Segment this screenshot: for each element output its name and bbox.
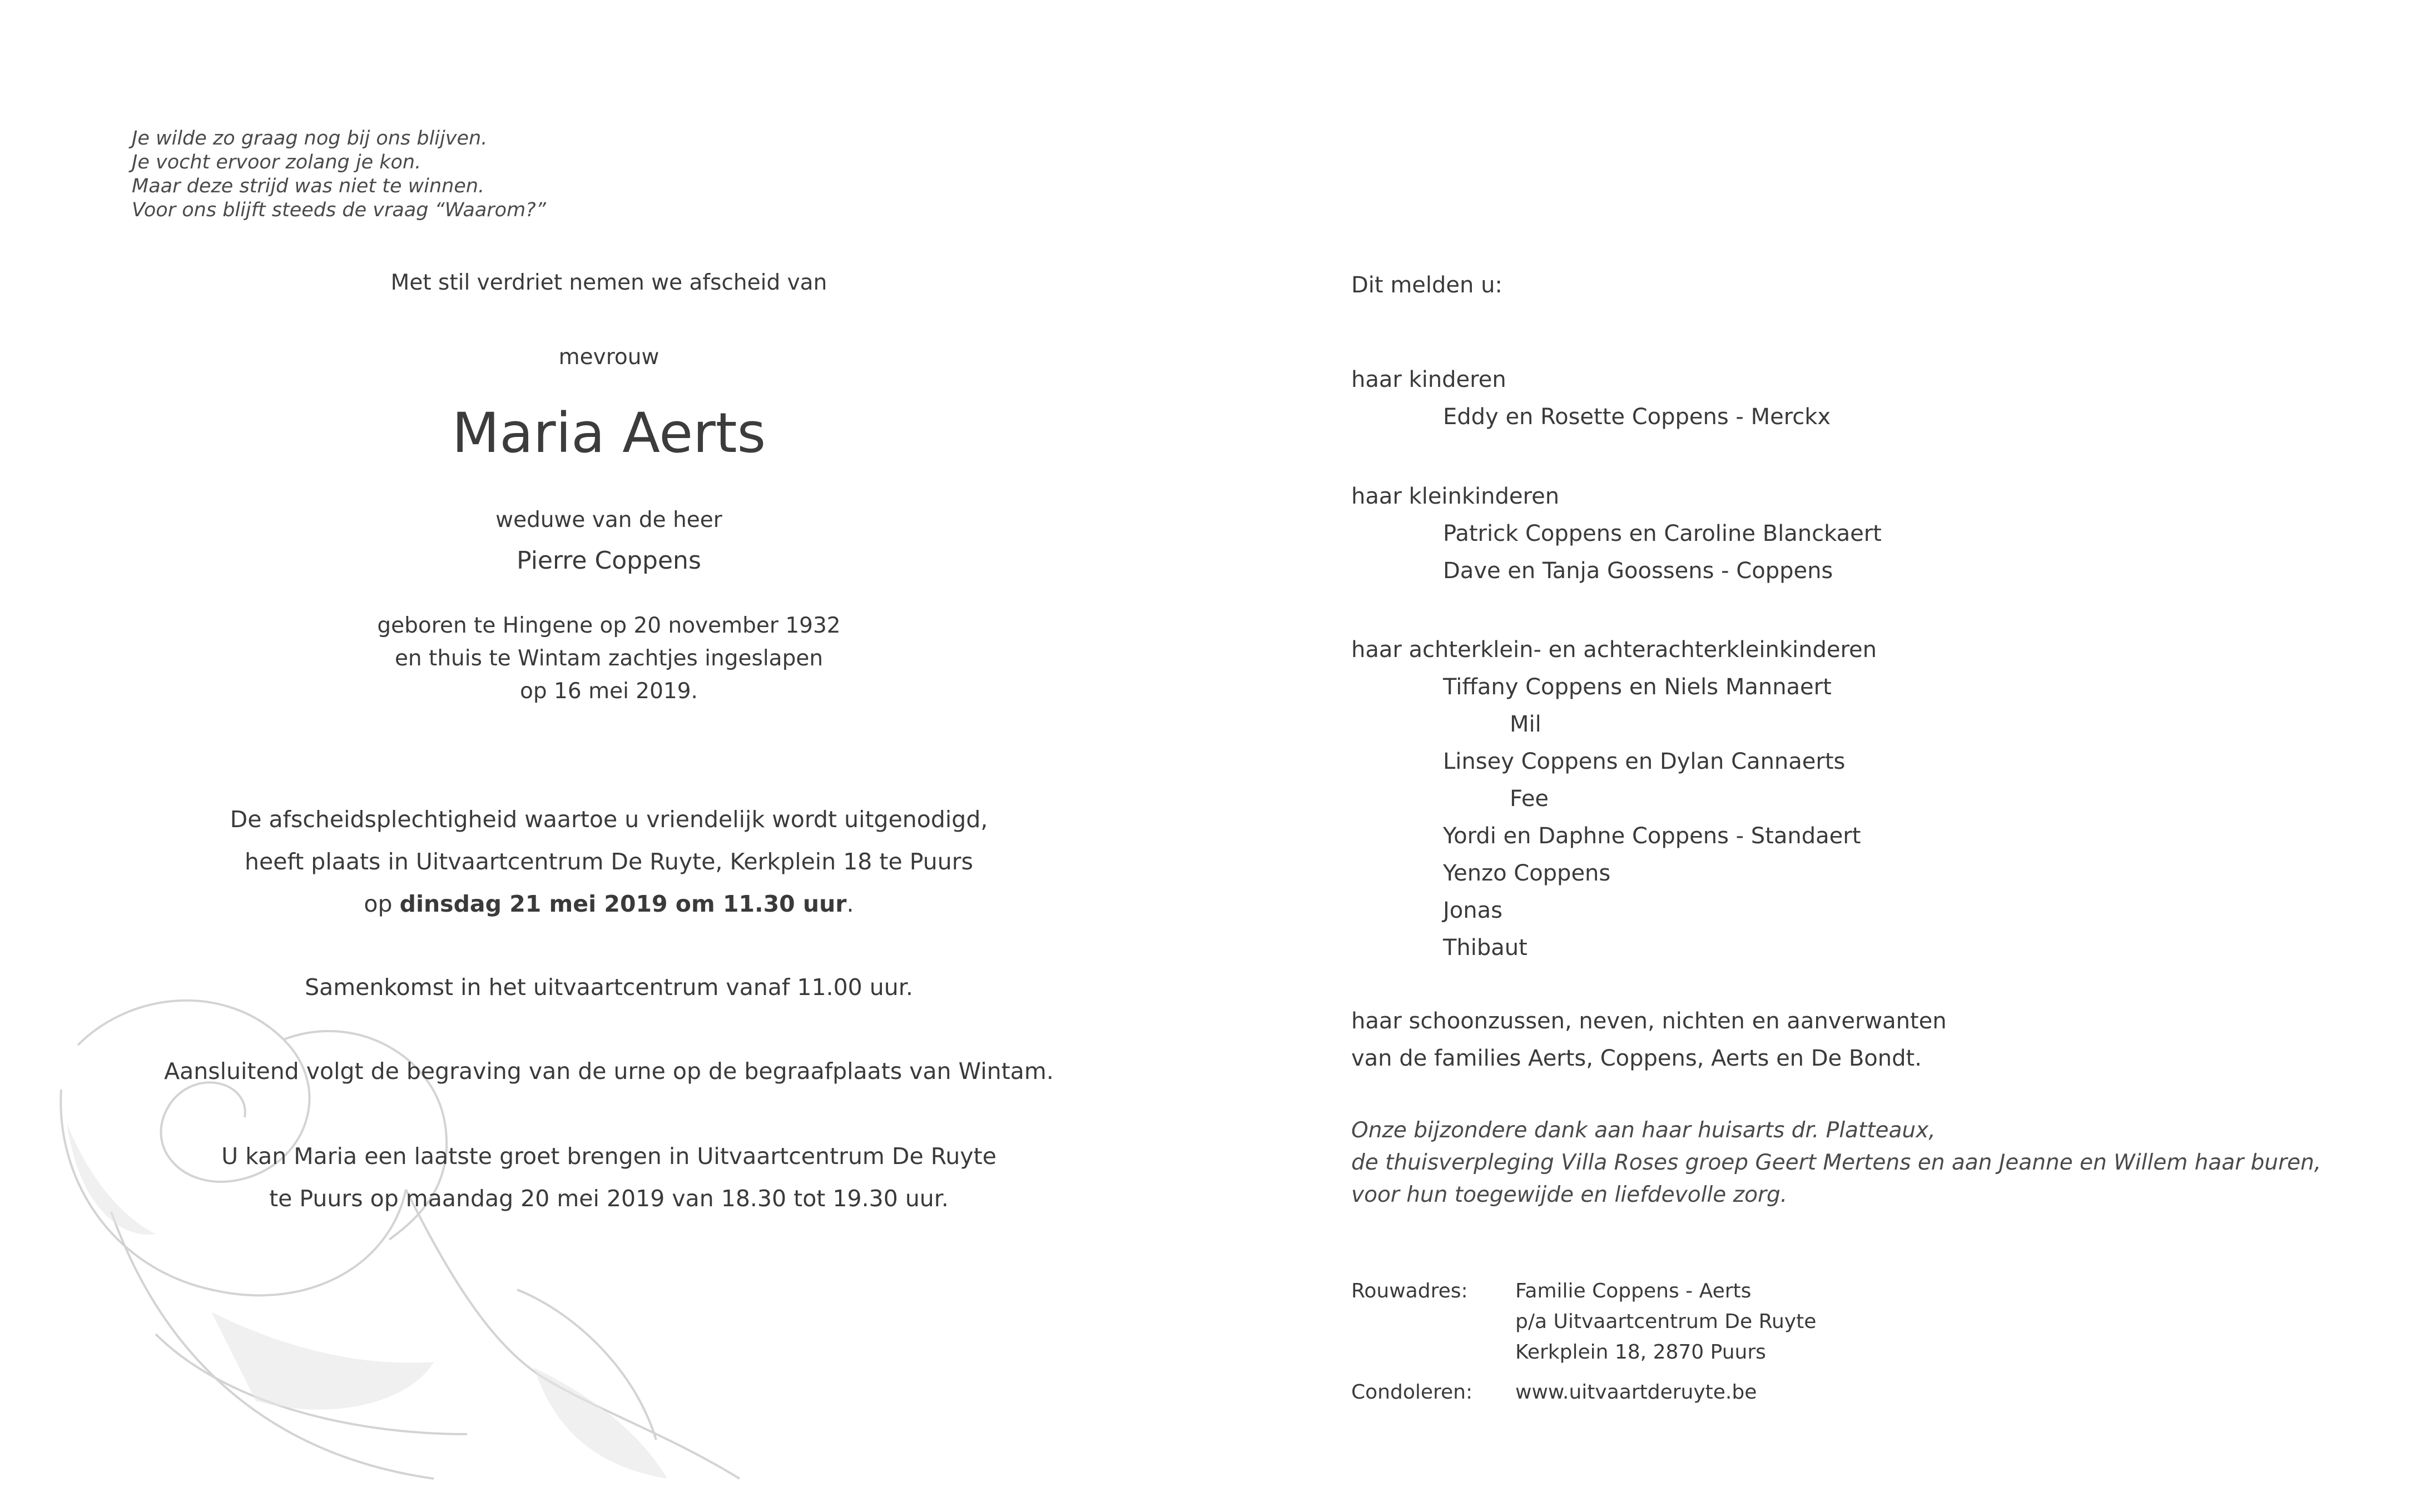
family-member: Mil (1510, 712, 1541, 737)
family-member: Patrick Coppens en Caroline Blanckaert (1443, 521, 1882, 546)
date-bold: dinsdag 21 mei 2019 om 11.30 uur (399, 891, 847, 917)
gathering-text: Samenkomst in het uitvaartcentrum vanaf 11.00 uur. (305, 974, 913, 1001)
condolence-label: Condoleren: (1351, 1381, 1473, 1404)
date-suffix: . (846, 891, 854, 917)
poem-line: Je vocht ervoor zolang je kon. (132, 151, 421, 173)
address-line: Familie Coppens - Aerts (1515, 1280, 1752, 1302)
thanks-note (1351, 1115, 2321, 1211)
relatives-section (1351, 1003, 1947, 1077)
relatives-line: haar schoonzussen, neven, nichten en aanverwanten (1351, 1008, 1947, 1034)
birth-line: op 16 mei 2019. (520, 679, 698, 704)
relatives-line: van de families Aerts, Coppens, Aerts en De Bondt. (1351, 1046, 1922, 1071)
intro-text: Met stil verdriet nemen we afscheid van (390, 270, 827, 295)
burial-text: Aansluitend volgt de begraving van de urne op de begraafplaats van Wintam. (164, 1058, 1054, 1085)
visit-info (0, 1135, 1218, 1220)
ceremony-date (0, 883, 1218, 925)
widow-label: weduwe van de heer (495, 508, 722, 533)
birth-info (0, 609, 1218, 708)
ceremony-line: De afscheidsplechtigheid waartoe u vriendelijk wordt uitgenodigd, (230, 806, 988, 833)
birth-line: en thuis te Wintam zachtjes ingeslapen (394, 646, 824, 671)
family-member: Eddy en Rosette Coppens - Merckx (1443, 404, 1831, 430)
family-member: Thibaut (1443, 935, 1528, 961)
grandchildren-section (1351, 478, 1882, 590)
section-label: haar kinderen (1351, 367, 1506, 392)
thanks-line: de thuisverpleging Villa Roses groep Geert Mertens en aan Jeanne en Willem haar buren, (1351, 1150, 2322, 1175)
date-prefix: op (364, 891, 393, 917)
address-line: Kerkplein 18, 2870 Puurs (1515, 1341, 1766, 1364)
thanks-line: Onze bijzondere dank aan haar huisarts dr. Platteaux, (1351, 1118, 1936, 1143)
children-section (1351, 361, 1831, 436)
deceased-name: Maria Aerts (452, 401, 766, 465)
announce-text: Dit melden u: (1351, 272, 1502, 298)
address-block (1351, 1276, 1907, 1420)
honorific: mevrouw (558, 345, 659, 370)
poem-line: Maar deze strijd was niet te winnen. (132, 175, 485, 197)
family-member: Fee (1510, 786, 1549, 812)
poem (132, 127, 546, 222)
section-label: haar kleinkinderen (1351, 484, 1560, 509)
family-member: Yenzo Coppens (1443, 861, 1611, 886)
family-member: Tiffany Coppens en Niels Mannaert (1443, 674, 1832, 700)
poem-line: Voor ons blijft steeds de vraag “Waarom?” (132, 199, 546, 221)
ceremony-info (0, 798, 1218, 925)
family-member: Dave en Tanja Goossens - Coppens (1443, 558, 1833, 584)
family-member: Jonas (1443, 898, 1502, 923)
ceremony-line: heeft plaats in Uitvaartcentrum De Ruyte, Kerkplein 18 te Puurs (245, 848, 973, 875)
poem-line: Je wilde zo graag nog bij ons blijven. (132, 127, 488, 150)
visit-line: te Puurs op maandag 20 mei 2019 van 18.30 tot 19.30 uur. (269, 1185, 949, 1212)
birth-line: geboren te Hingene op 20 november 1932 (377, 613, 841, 638)
thanks-line: voor hun toegewijde en liefdevolle zorg. (1351, 1182, 1788, 1207)
visit-line: U kan Maria een laatste groet brengen in Uitvaartcentrum De Ruyte (221, 1143, 996, 1170)
great-grandchildren-section (1351, 631, 1877, 967)
family-member: Linsey Coppens en Dylan Cannaerts (1443, 749, 1846, 774)
address-label: Rouwadres: (1351, 1280, 1468, 1302)
address-line: p/a Uitvaartcentrum De Ruyte (1515, 1310, 1817, 1333)
condolence-link[interactable]: www.uitvaartderuyte.be (1515, 1381, 1757, 1404)
spouse-name: Pierre Coppens (517, 546, 701, 575)
family-member: Yordi en Daphne Coppens - Standaert (1443, 823, 1861, 849)
section-label: haar achterklein- en achterachterkleinkinderen (1351, 637, 1877, 663)
